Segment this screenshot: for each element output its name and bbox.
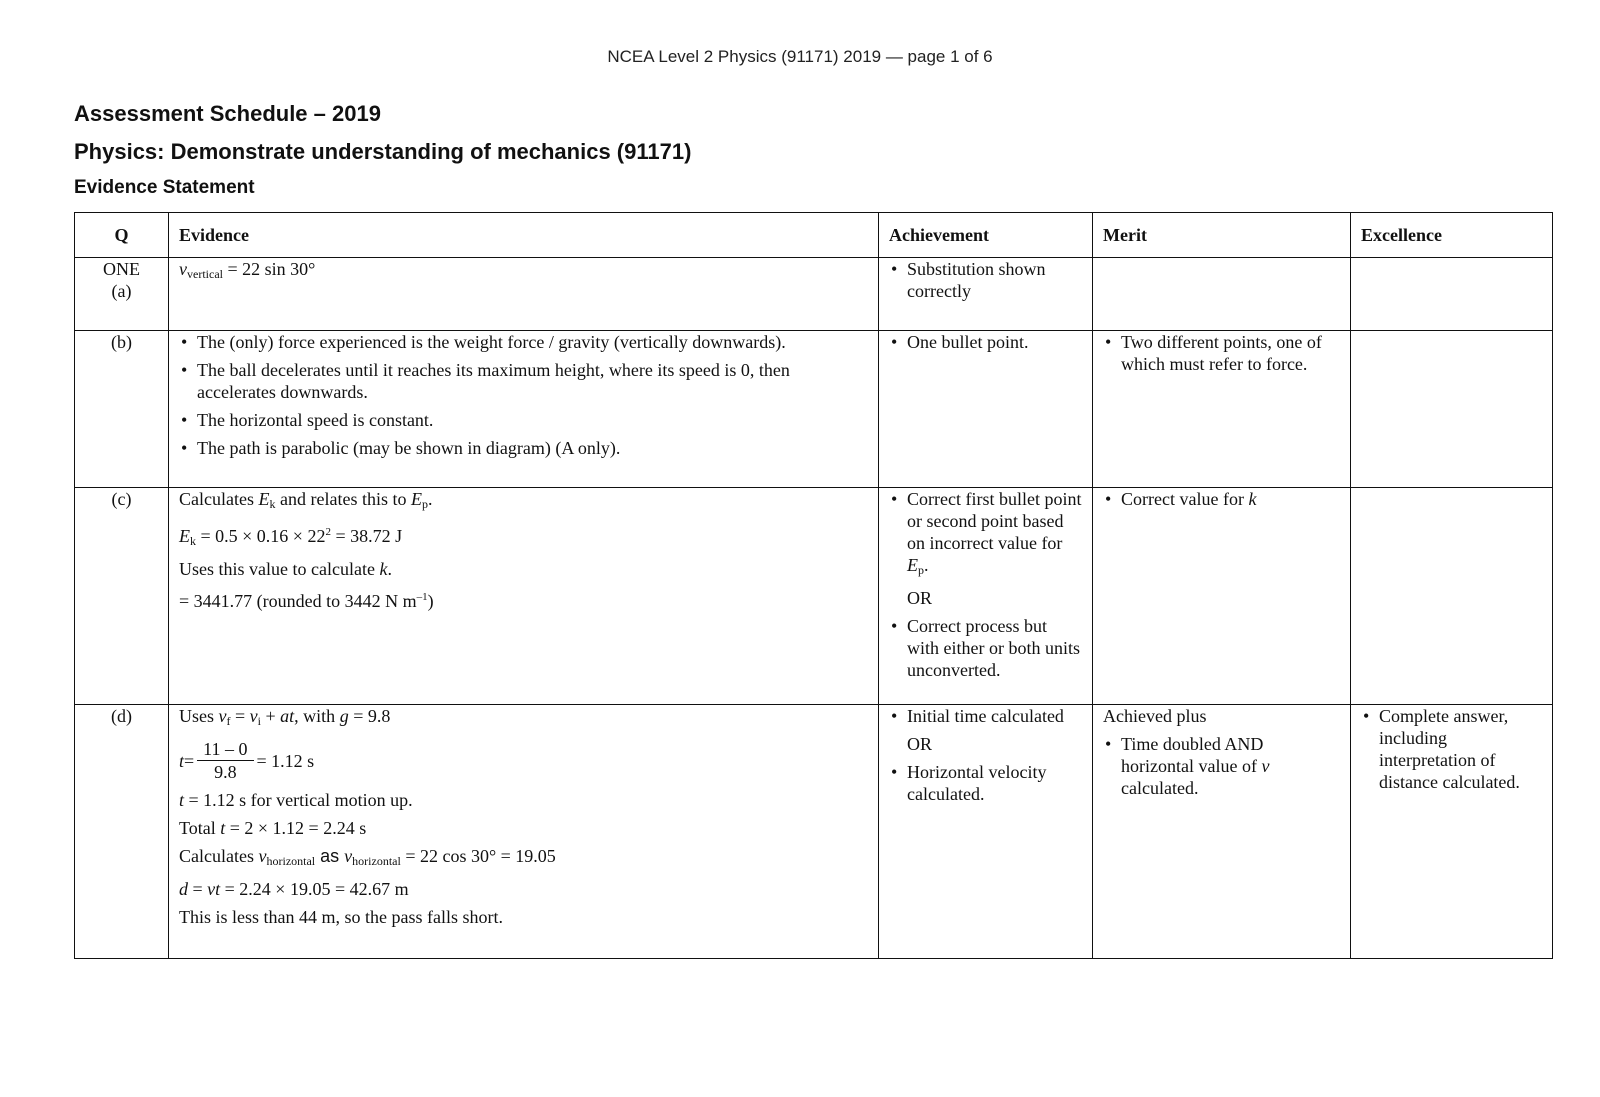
- var-E: E: [258, 489, 270, 509]
- list-item: • Substitution shown correctly: [889, 258, 1082, 302]
- page-title: Assessment Schedule – 2019: [74, 101, 381, 126]
- evidence-line: [179, 789, 868, 811]
- subscript: vertical: [187, 267, 223, 281]
- list-item: • The ball decelerates until it reaches its maximum height, where its speed is 0, then accelerates downwards.: [179, 359, 868, 403]
- header-achievement: Achievement: [879, 213, 1093, 258]
- var-v: v: [258, 846, 267, 866]
- merit-cell: [1093, 258, 1351, 331]
- subscript: horizontal: [266, 854, 316, 868]
- text: Calculates: [179, 846, 259, 866]
- superscript: 2: [325, 526, 331, 538]
- subscript: i: [257, 714, 261, 728]
- text: =: [188, 879, 208, 899]
- text: Correct value for: [1121, 489, 1249, 509]
- question-part: (d): [75, 705, 169, 959]
- var-t: t: [179, 750, 185, 771]
- subscript: horizontal: [352, 854, 401, 868]
- or-label: OR: [907, 734, 933, 754]
- text: .: [924, 555, 929, 575]
- list-item: • The path is parabolic (may be shown in diagram) (A only).: [179, 437, 868, 459]
- var-E: E: [179, 526, 190, 546]
- fraction-equation: [179, 738, 868, 783]
- list-item: • The (only) force experienced is the weight force / gravity (vertically downwards).: [179, 331, 868, 353]
- var-d: d: [179, 879, 188, 899]
- text: = 2 × 1.12 = 2.24 s: [225, 818, 367, 838]
- question-part: (b): [75, 331, 169, 488]
- var-v: v: [179, 259, 187, 279]
- var-t: t: [220, 818, 226, 838]
- list-item: • Initial time calculated: [889, 705, 1082, 727]
- text: .: [387, 559, 392, 579]
- header-excellence: Excellence: [1351, 213, 1553, 258]
- question-number: ONE: [103, 259, 140, 279]
- evidence-line: [179, 845, 868, 872]
- var-vt: vt: [207, 879, 221, 899]
- text: = 9.8: [348, 706, 391, 726]
- evidence-cell: [169, 331, 879, 488]
- list-item: [889, 488, 1082, 581]
- text: = 2.24 × 19.05 = 42.67 m: [220, 879, 409, 899]
- text: and relates this to: [275, 489, 411, 509]
- evidence-line: [179, 488, 868, 515]
- var-E: E: [907, 555, 918, 575]
- text: = 22 cos 30° = 19.05: [400, 846, 556, 866]
- var-k: k: [379, 559, 388, 579]
- list-item: • The horizontal speed is constant.: [179, 409, 868, 431]
- table-row: [75, 331, 1553, 488]
- merit-lead: Achieved plus: [1103, 706, 1207, 726]
- evidence-table: [74, 212, 1553, 959]
- list-item: • Correct process but with either or both units unconverted.: [889, 615, 1082, 681]
- text: =: [230, 706, 250, 726]
- merit-cell: [1093, 488, 1351, 705]
- question-part: (a): [111, 281, 132, 301]
- evidence-line: [179, 878, 868, 900]
- fraction-result: = 1.12 s: [256, 750, 315, 771]
- list-item: • One bullet point.: [889, 331, 1082, 353]
- text: calculated.: [1121, 778, 1199, 798]
- list-item: [1103, 488, 1340, 510]
- page-subtitle: Physics: Demonstrate understanding of mechanics (91171): [74, 139, 692, 164]
- evidence-line: [179, 586, 868, 612]
- table-row: [75, 488, 1553, 705]
- text: = 0.5 × 0.16 × 22: [196, 526, 326, 546]
- text: Correct first bullet point or second point based on incorrect value for: [907, 489, 1082, 553]
- denominator: 9.8: [214, 762, 237, 782]
- merit-cell: [1093, 705, 1351, 959]
- table-header-row: [75, 213, 1553, 258]
- achievement-cell: [879, 331, 1093, 488]
- equals-sign: =: [184, 750, 195, 771]
- subscript: k: [269, 497, 276, 511]
- question-cell: [75, 258, 169, 331]
- evidence-text: = 22 sin 30°: [222, 259, 316, 279]
- text: Time doubled AND horizontal value of: [1121, 734, 1264, 776]
- text: Uses this value to calculate: [179, 559, 380, 579]
- evidence-cell: [169, 258, 879, 331]
- table-row: [75, 258, 1553, 331]
- section-heading: Evidence Statement: [74, 177, 255, 198]
- evidence-line: [179, 521, 868, 552]
- or-label: OR: [907, 588, 933, 608]
- text: as: [315, 846, 345, 866]
- var-at: at: [280, 706, 295, 726]
- evidence-line: [179, 705, 868, 732]
- subscript: f: [226, 714, 231, 728]
- evidence-cell: [169, 488, 879, 705]
- table-row: [75, 705, 1553, 959]
- achievement-cell: [879, 258, 1093, 331]
- text: = 3441.77 (rounded to 3442 N m: [179, 591, 417, 611]
- excellence-cell: [1351, 705, 1553, 959]
- achievement-cell: [879, 705, 1093, 959]
- var-E: E: [410, 489, 422, 509]
- list-item: [1103, 733, 1340, 799]
- excellence-cell: [1351, 488, 1553, 705]
- merit-cell: [1093, 331, 1351, 488]
- var-g: g: [339, 706, 349, 726]
- text: +: [261, 706, 281, 726]
- list-item: • Two different points, one of which must refer to force.: [1103, 331, 1340, 375]
- text: ): [427, 591, 434, 611]
- running-header: NCEA Level 2 Physics (91171) 2019 — page 1 of 6: [607, 47, 993, 66]
- text: = 1.12 s for vertical motion up.: [184, 790, 413, 810]
- text: Calculates: [179, 489, 259, 509]
- excellence-cell: [1351, 331, 1553, 488]
- question-part: (c): [75, 488, 169, 705]
- evidence-line: [179, 558, 868, 580]
- achievement-cell: [879, 488, 1093, 705]
- subscript: k: [190, 534, 196, 548]
- text: = 38.72 J: [330, 526, 403, 546]
- var-v: v: [344, 846, 353, 866]
- var-v: v: [249, 706, 258, 726]
- var-k: k: [1248, 489, 1257, 509]
- excellence-cell: [1351, 258, 1553, 331]
- text: .: [427, 489, 433, 509]
- header-evidence: Evidence: [169, 213, 879, 258]
- header-q: Q: [75, 213, 169, 258]
- text: , with: [294, 706, 340, 726]
- var-v: v: [1261, 756, 1270, 776]
- text: Total: [179, 818, 221, 838]
- list-item: • Horizontal velocity calculated.: [889, 761, 1082, 805]
- evidence-cell: [169, 705, 879, 959]
- subscript: p: [918, 563, 924, 577]
- header-merit: Merit: [1093, 213, 1351, 258]
- subscript: p: [421, 497, 428, 511]
- var-v: v: [218, 706, 227, 726]
- list-item: • Complete answer, including interpretation of distance calculated.: [1361, 705, 1542, 793]
- var-t: t: [179, 790, 185, 810]
- numerator: 11 – 0: [197, 738, 253, 761]
- fraction: [197, 738, 253, 783]
- evidence-line: This is less than 44 m, so the pass falls short.: [179, 907, 503, 927]
- text: Uses: [179, 706, 219, 726]
- evidence-line: [179, 817, 868, 839]
- superscript: –1: [416, 591, 428, 603]
